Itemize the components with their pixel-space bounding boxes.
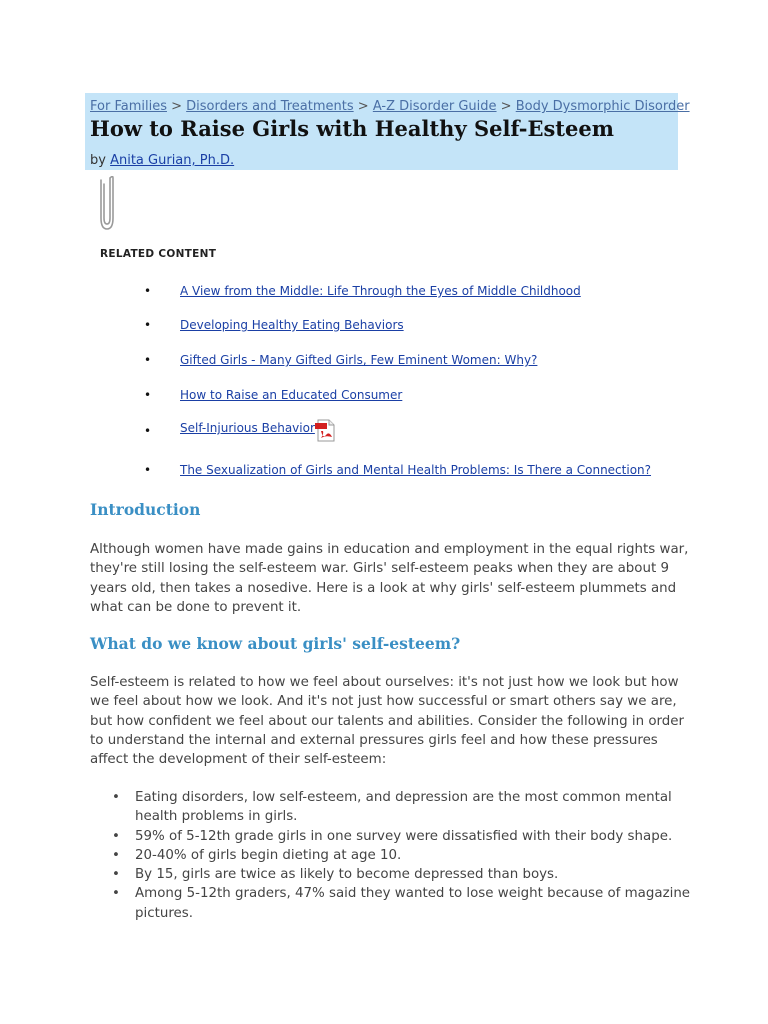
facts-list	[112, 788, 692, 923]
self-esteem-paragraph: Self-esteem is related to how we feel about ourselves: it's not just how we look but how we feel about how we look. And it's not just how successful or smart others say we are, but how confident we feel about our talents and abilities. Consider the following in order to understand the internal and external pressures girls feel and how these pressures affect the development of their self-esteem:	[90, 675, 685, 768]
bullet: •	[112, 867, 120, 883]
breadcrumb	[90, 99, 690, 114]
breadcrumb-separator: >	[500, 99, 512, 114]
intro-paragraph: Although women have made gains in education and employment in the equal rights war, they're still losing the self-esteem war. Girls' self-esteem peaks when they are about 9 years old, then takes a nosedive. Here is a look at why girls' self-esteem plummets and what can be done to prevent it.	[90, 542, 689, 615]
bullet: •	[112, 790, 120, 805]
fact-item	[112, 788, 692, 827]
bullet: •	[144, 463, 152, 477]
related-link[interactable]: How to Raise an Educated Consumer	[180, 388, 403, 402]
breadcrumb-link-a-z-disorder-guide[interactable]: A-Z Disorder Guide	[372, 99, 497, 114]
author-link[interactable]: Anita Gurian, Ph.D.	[110, 153, 235, 168]
intro-heading: Introduction	[90, 500, 201, 519]
fact-text: By 15, girls are twice as likely to become depressed than boys.	[135, 867, 559, 883]
related-link[interactable]: Gifted Girls - Many Gifted Girls, Few Eminent Women: Why?	[180, 353, 538, 367]
bullet: •	[144, 388, 152, 402]
paperclip-icon	[94, 176, 120, 234]
related-link[interactable]: Developing Healthy Eating Behaviors	[180, 318, 404, 332]
self-esteem-heading: What do we know about girls' self-esteem?	[90, 634, 461, 653]
bullet: •	[144, 424, 152, 438]
fact-item	[112, 884, 692, 923]
related-content-heading: RELATED CONTENT	[100, 248, 217, 260]
fact-text: Among 5-12th graders, 47% said they wanted to lose weight because of magazine pictures.	[135, 886, 691, 921]
fact-item	[112, 846, 692, 865]
bullet: •	[112, 886, 120, 902]
fact-item	[112, 865, 692, 884]
related-link[interactable]: Self-Injurious Behavior	[180, 421, 315, 435]
byline	[90, 153, 234, 168]
bullet: •	[144, 353, 152, 367]
breadcrumb-link-for-families[interactable]: For Families	[90, 99, 167, 114]
fact-text: 20-40% of girls begin dieting at age 10.	[135, 847, 402, 863]
bullet: •	[112, 828, 120, 844]
page-title: How to Raise Girls with Healthy Self-Esteem	[90, 116, 614, 141]
pdf-icon[interactable]	[314, 419, 337, 442]
breadcrumb-separator: >	[171, 99, 183, 114]
bullet: •	[144, 284, 152, 298]
related-link[interactable]: The Sexualization of Girls and Mental Health Problems: Is There a Connection?	[180, 463, 652, 477]
breadcrumb-link-disorders-and-treatments[interactable]: Disorders and Treatments	[186, 99, 354, 114]
fact-text: 59% of 5-12th grade girls in one survey were dissatisfied with their body shape.	[135, 828, 673, 844]
bullet: •	[112, 847, 120, 863]
related-link[interactable]: A View from the Middle: Life Through the Eyes of Middle Childhood	[180, 284, 581, 298]
fact-text: Eating disorders, low self-esteem, and depression are the most common mental health problems in girls.	[135, 790, 672, 825]
breadcrumb-link-body-dysmorphic-disorder[interactable]: Body Dysmorphic Disorder	[515, 99, 690, 114]
breadcrumb-separator: >	[357, 99, 369, 114]
fact-item	[112, 827, 692, 846]
bullet: •	[144, 318, 152, 332]
byline-prefix: by	[90, 153, 106, 168]
